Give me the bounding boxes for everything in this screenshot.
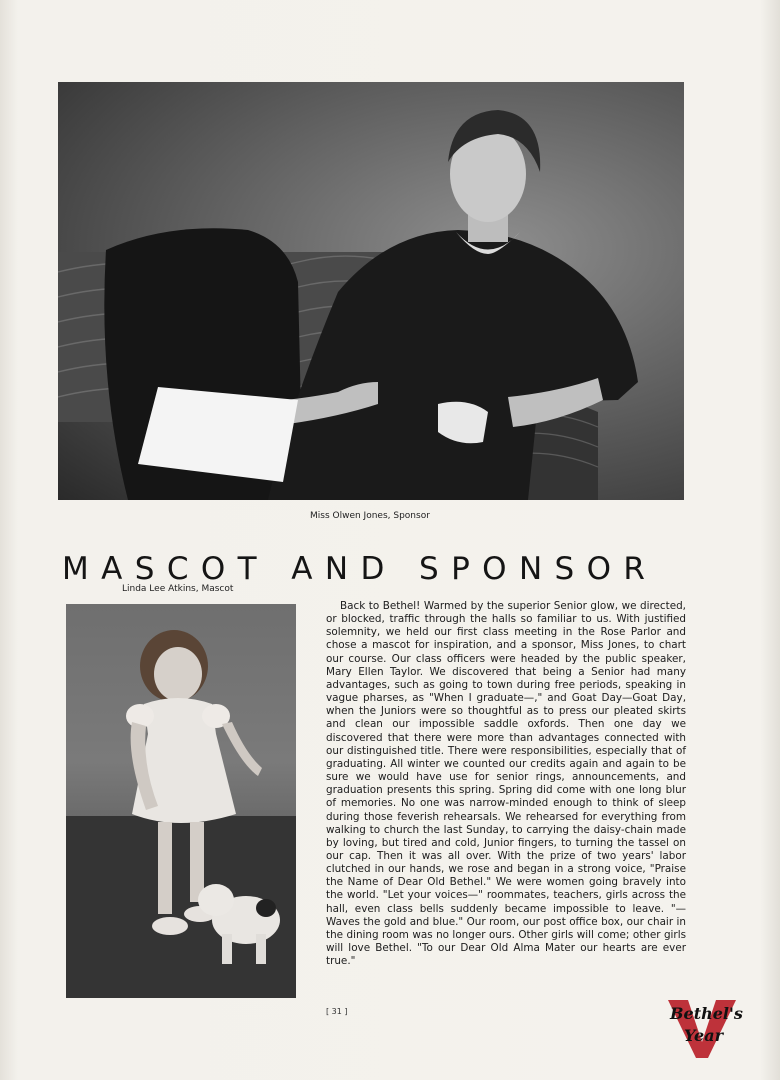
bethels-year-seal [662,996,742,1060]
body-paragraph: Back to Bethel! Warmed by the superior Senior glow, we directed, or blocked, traffic through the halls so familiar to us. With justified solemnity, we held our first class meeting in the Rose Parlor and chose a mascot for inspiration, and a sponsor, Miss Jones, to chart our course. Our class officers were headed by the public speaker, Mary Ellen Taylor. We discovered that being a Senior had many advantages, such as going to town during free periods, speaking in vague pharses, as "When I graduate—," and Goat Day—Goat Day, when the Juniors were so thoughtful as to press our pleated skirts and clean our impossible saddle oxfords. Then one day we discovered that there were more than advantages connected with our distinguished title. There were responsibilities, especially that of graduating. All winter we counted our credits again and again to be sure we would have use for senior rings, announcements, and graduation presents this spring. Spring did come with one long blur of memories. No one was narrow-minded enough to think of sleep during those feverish rehearsals. We rehearsed for everything from walking to church the last Sunday, to carrying the daisy-chain made by loving, but tired and cold, Junior fingers, to turning the tassel on our cap. Then it was all over. With the prize of two years' labor clutched in our hands, we rose and began in a strong voice, "Praise the Name of Dear Old Bethel." We were women going bravely into the world. "Let your voices—" roommates, teachers, girls across the hall, even class bells suddenly became impossible to leave. "—Waves the gold and blue." Our room, our post office box, our chair in the dining room was no longer ours. Other girls will come; other girls will love Bethel. "To our Dear Old Alma Mater our hearts are ever true." [326,600,686,968]
sponsor-caption: Miss Olwen Jones, Sponsor [310,511,430,521]
mascot-caption: Linda Lee Atkins, Mascot [122,584,234,594]
sponsor-photo [58,82,684,500]
seal-line-1: Bethel's [670,1004,743,1023]
page-number: [ 31 ] [326,1007,348,1016]
seal-line-2: Year [684,1026,724,1045]
page-title: MASCOT AND SPONSOR [62,550,658,587]
mascot-photo [66,604,296,998]
